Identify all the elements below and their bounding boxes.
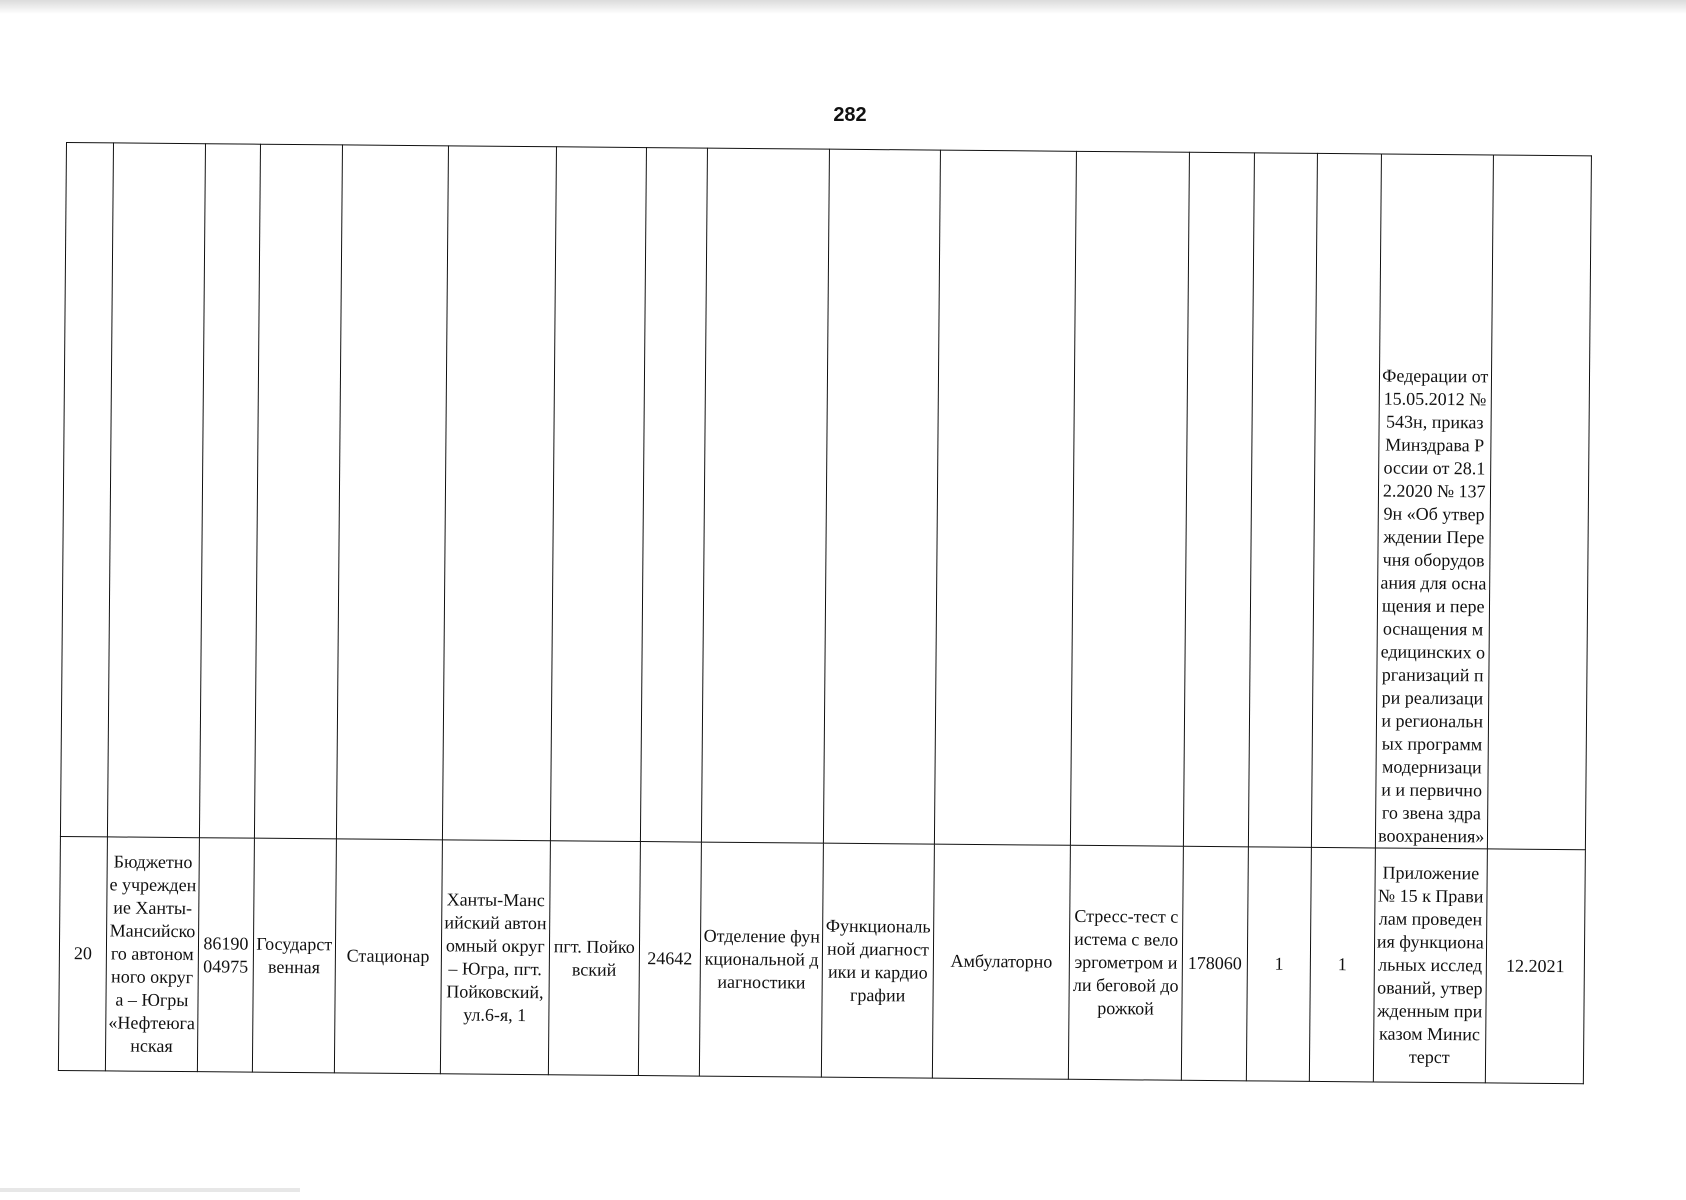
table-cell — [442, 146, 556, 841]
table-cell — [934, 150, 1077, 845]
inn-cell: 8619004975 — [197, 838, 254, 1072]
scan-top-edge — [0, 0, 1686, 14]
quantity-planned-cell: 1 — [1310, 847, 1375, 1082]
table-cell — [701, 148, 830, 843]
table-cell — [199, 144, 260, 838]
settlement-cell: пгт. Пойковский — [548, 841, 640, 1076]
equipment-table — [58, 142, 1592, 1084]
table-cell — [336, 145, 448, 840]
table-row-20 — [58, 836, 1585, 1083]
legal-basis-cell: Федерации от 15.05.2012 № 543н, приказ Минздрава России от 28.12.2020 № 1379н «Об утверждении Перечня оборудования для оснащения и переоснащения медицинских организаций при реализации региональных программ модернизации и первичного звена здравоохранения» — [1375, 154, 1493, 849]
organization-name-cell: Бюджетное учреждение Ханты-Мансийского автономного округа – Югры «Нефтеюганская — [105, 837, 199, 1072]
equipment-name-cell: Стресс-тест система с велоэргометром или беговой дорожкой — [1069, 845, 1183, 1080]
department-cell: Отделение функциональной диагностики — [699, 842, 824, 1077]
document-table-sheet — [58, 142, 1592, 1084]
page-number: 282 — [833, 104, 867, 126]
scan-bottom-mark — [0, 1188, 300, 1192]
table-row-continuation — [60, 143, 1591, 850]
table-cell — [1487, 155, 1591, 850]
code-cell: 24642 — [638, 842, 701, 1077]
date-cell: 12.2021 — [1485, 849, 1585, 1084]
quantity-required-cell: 1 — [1246, 847, 1311, 1082]
table-cell — [60, 143, 113, 837]
table-cell — [824, 149, 940, 844]
row-number-cell: 20 — [58, 836, 107, 1070]
profile-cell: Функциональной диагностики и кардиографии — [822, 843, 934, 1078]
table-cell — [640, 148, 707, 843]
table-cell — [107, 143, 205, 838]
table-cell — [254, 144, 342, 839]
table-cell — [1248, 153, 1317, 848]
care-type-cell: Стационар — [334, 839, 442, 1074]
table-cell — [1183, 152, 1254, 847]
table-cell — [550, 147, 646, 842]
table-cell — [1312, 153, 1381, 848]
legal-basis-cell: Приложение № 15 к Правилам проведения функциональных исследований, утвержденным приказом Министерст — [1373, 848, 1487, 1083]
ownership-form-cell: Государственная — [252, 838, 336, 1073]
address-cell: Ханты-Мансийский автономный округ – Югра, пгт. Пойковский, ул.6-я, 1 — [440, 840, 550, 1075]
table-cell — [1071, 151, 1189, 846]
condition-cell: Амбулаторно — [932, 844, 1071, 1079]
equipment-code-cell: 178060 — [1181, 846, 1248, 1081]
